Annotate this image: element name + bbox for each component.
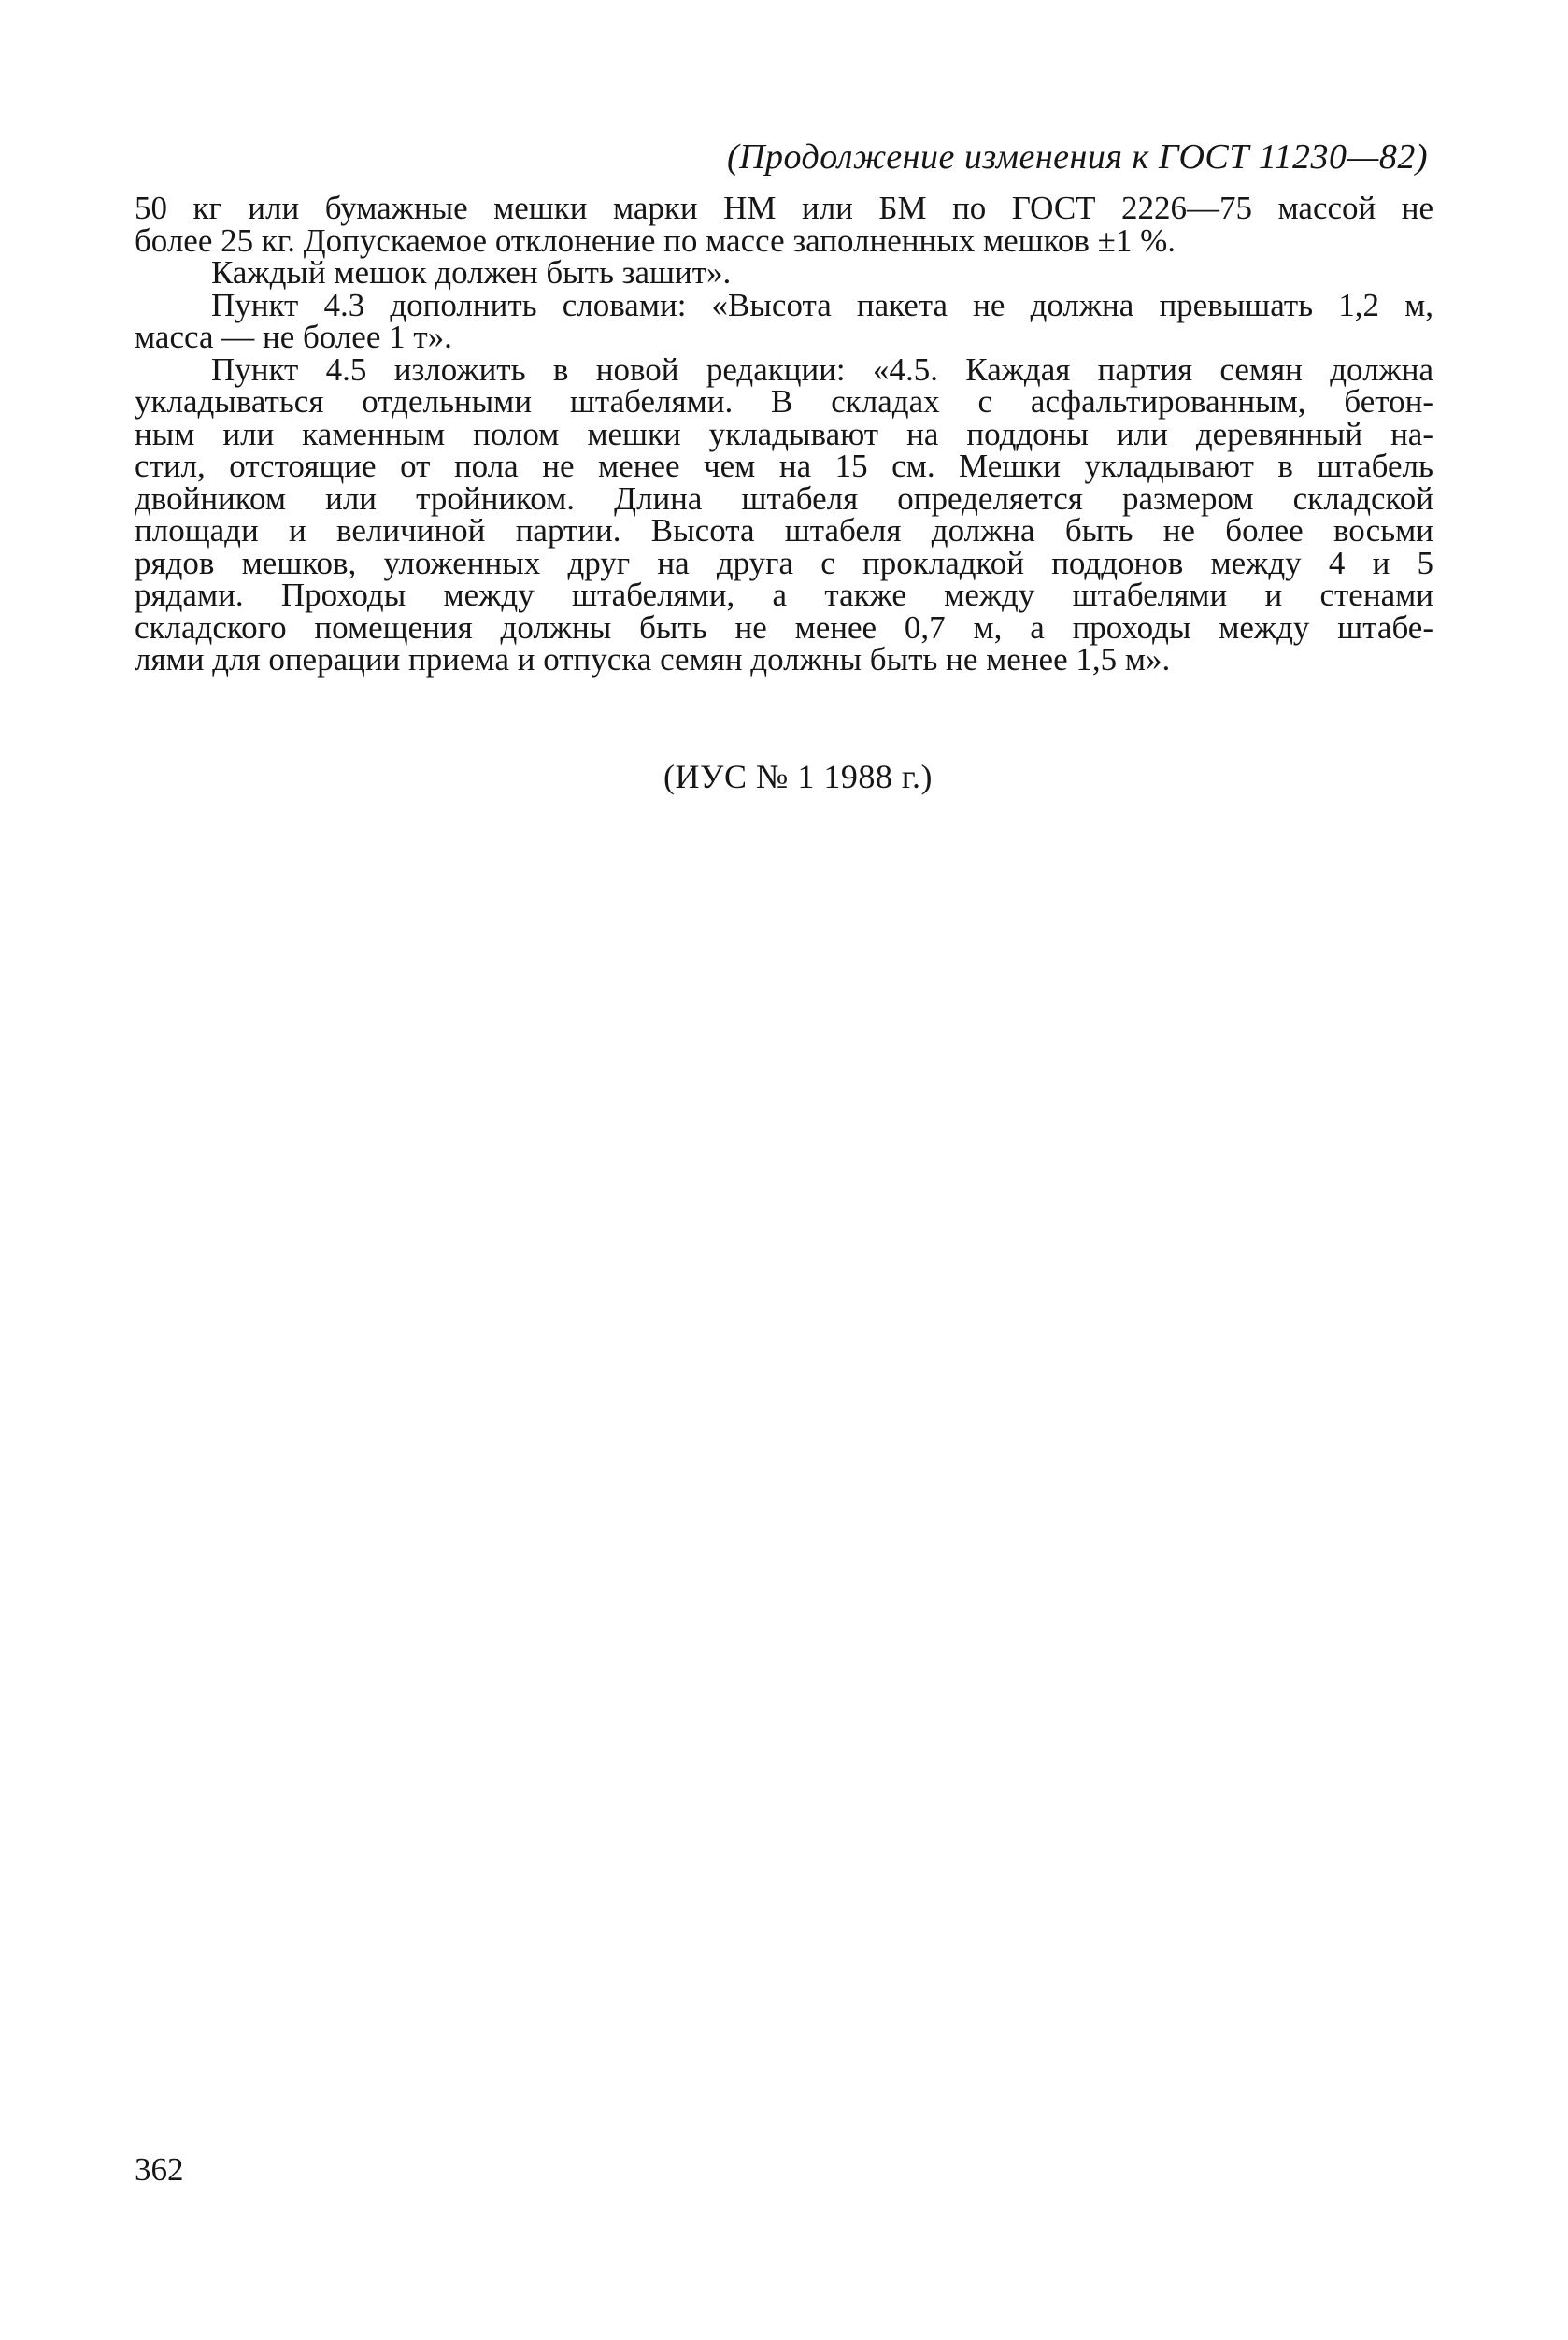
ius-reference: (ИУС № 1 1988 г.) [663,758,934,795]
text-line: стил, отстоящие от пола не менее чем на 15 см. Мешки укладывают в штабель [135,448,1433,484]
text-line: Пункт 4.5 изложить в новой редакции: «4.5. Каждая партия семян должна [211,350,1433,388]
paragraph-clause-4-3-cont [135,321,1433,354]
text-line: укладываться отдельными штабелями. В складах с асфальтированным, бетон- [135,383,1433,420]
amendment-text [135,190,1433,678]
text-line: рядов мешков, уложенных друг на друга с прокладкой поддонов между 4 и 5 [135,544,1433,581]
text-line: рядами. Проходы между штабелями, а также между штабелями и стенами [135,577,1433,613]
text-line: ным или каменным полом мешки укладывают на поддоны или деревянный на- [135,415,1433,452]
text-line: более 25 кг. Допускаемое отклонение по массе заполненных мешков ±1 %. [135,221,1176,259]
text-line: 50 кг или бумажные мешки марки НМ или БМ по ГОСТ 2226—75 массой не [135,190,1433,226]
paragraph-clause-4-3 [135,286,1433,323]
continuation-header: (Продолжение изменения к ГОСТ 11230—82) [726,137,1428,177]
paragraph-packaging [135,190,1433,259]
text-line: складского помещения должны быть не менее 0,7 м, а проходы между штабе- [135,608,1433,646]
text-line: масса — не более 1 т». [135,319,452,355]
text-line: двойником или тройником. Длина штабеля определяется размером складской [135,479,1433,517]
text-line: площади и величиной партии. Высота штабеля должна быть не более восьми [135,512,1433,549]
text-line: Пункт 4.3 дополнить словами: «Высота пакета не должна превышать 1,2 м, [211,286,1433,323]
text-line: Каждый мешок должен быть зашит». [211,254,732,291]
paragraph-sewn [135,254,1433,291]
page-number: 362 [135,2151,184,2188]
paragraph-clause-4-5-body [135,383,1433,678]
paragraph-clause-4-5 [135,350,1433,388]
text-line: лями для операции приема и отпуска семян должны быть не менее 1,5 м». [135,641,1171,678]
